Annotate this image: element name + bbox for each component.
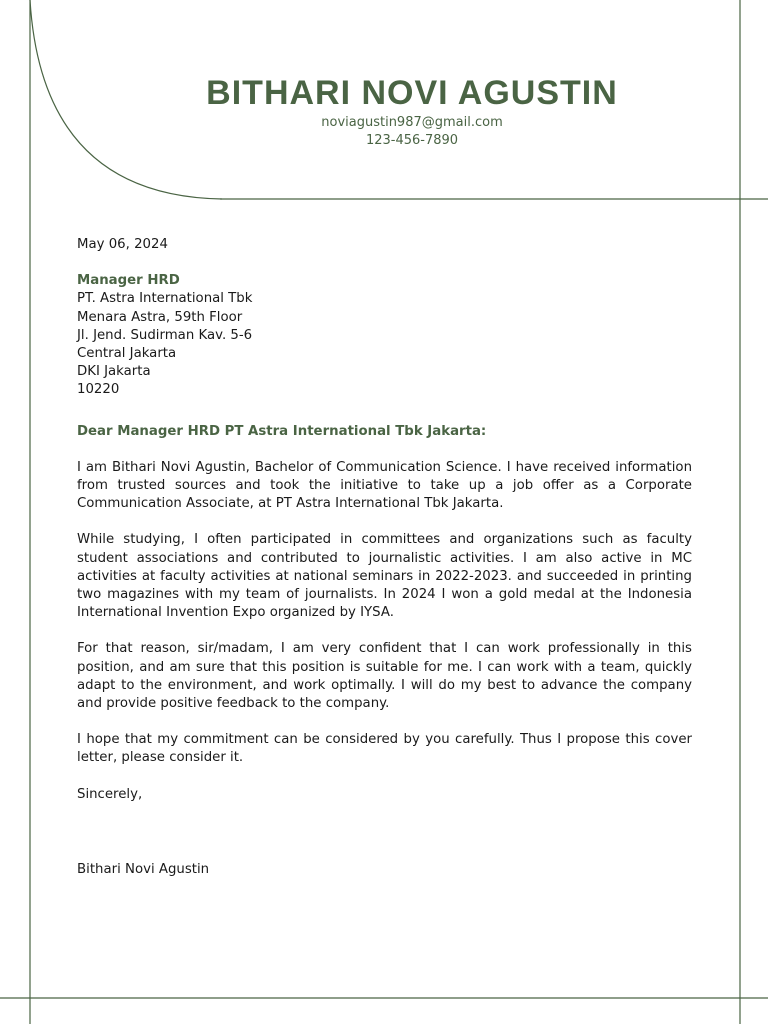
body-paragraph-intro: I am Bithari Novi Agustin, Bachelor of Communication Science. I have received information from trusted sources and took the initiative to take up a job offer as a Corporate Communication Associate, at PT Astra International Tbk Jakarta. — [77, 459, 692, 512]
letter-date: May 06, 2024 — [77, 237, 168, 252]
body-paragraph-closing: I hope that my commitment can be considered by you carefully. Thus I propose this cover letter, please consider it. — [77, 732, 692, 766]
recipient-title: Manager HRD — [77, 273, 180, 289]
closing-phrase: Sincerely, — [77, 786, 143, 802]
body-paragraph-experience: While studying, I often participated in committees and organizations such as faculty student associations and contributed to journalistic activities. I am also active in MC activities at faculty activities at national seminars in 2022-2023. and succeeded in printing two magazines with my team of journalists. In 2024 I won a gold medal at the Indonesia International Invention Expo organized by IYSA. — [77, 532, 692, 621]
recipient-company: PT. Astra International Tbk — [77, 291, 253, 307]
applicant-name: BITHARI NOVI AGUSTIN — [206, 74, 618, 112]
applicant-phone: 123-456-7890 — [365, 133, 459, 148]
recipient-city: Central Jakarta — [77, 346, 177, 362]
applicant-email: noviagustin987@gmail.com — [321, 115, 503, 130]
recipient-postal-code: 10220 — [77, 382, 120, 398]
letter-body — [77, 236, 692, 804]
letter-header — [0, 72, 768, 150]
signature-name: Bithari Novi Agustin — [77, 862, 210, 877]
recipient-street: Jl. Jend. Sudirman Kav. 5-6 — [77, 327, 253, 343]
recipient-building: Menara Astra, 59th Floor — [77, 309, 243, 325]
recipient-province: DKI Jakarta — [77, 364, 151, 380]
recipient-block — [77, 272, 692, 399]
body-paragraph-confidence: For that reason, sir/madam, I am very confident that I can work professionally in this position, and am sure that this position is suitable for me. I can work with a team, quickly adapt to the environment, and work optimally. I will do my best to advance the company and provide positive feedback to the company. — [77, 641, 692, 712]
salutation: Dear Manager HRD PT Astra International Tbk Jakarta: — [77, 423, 487, 439]
